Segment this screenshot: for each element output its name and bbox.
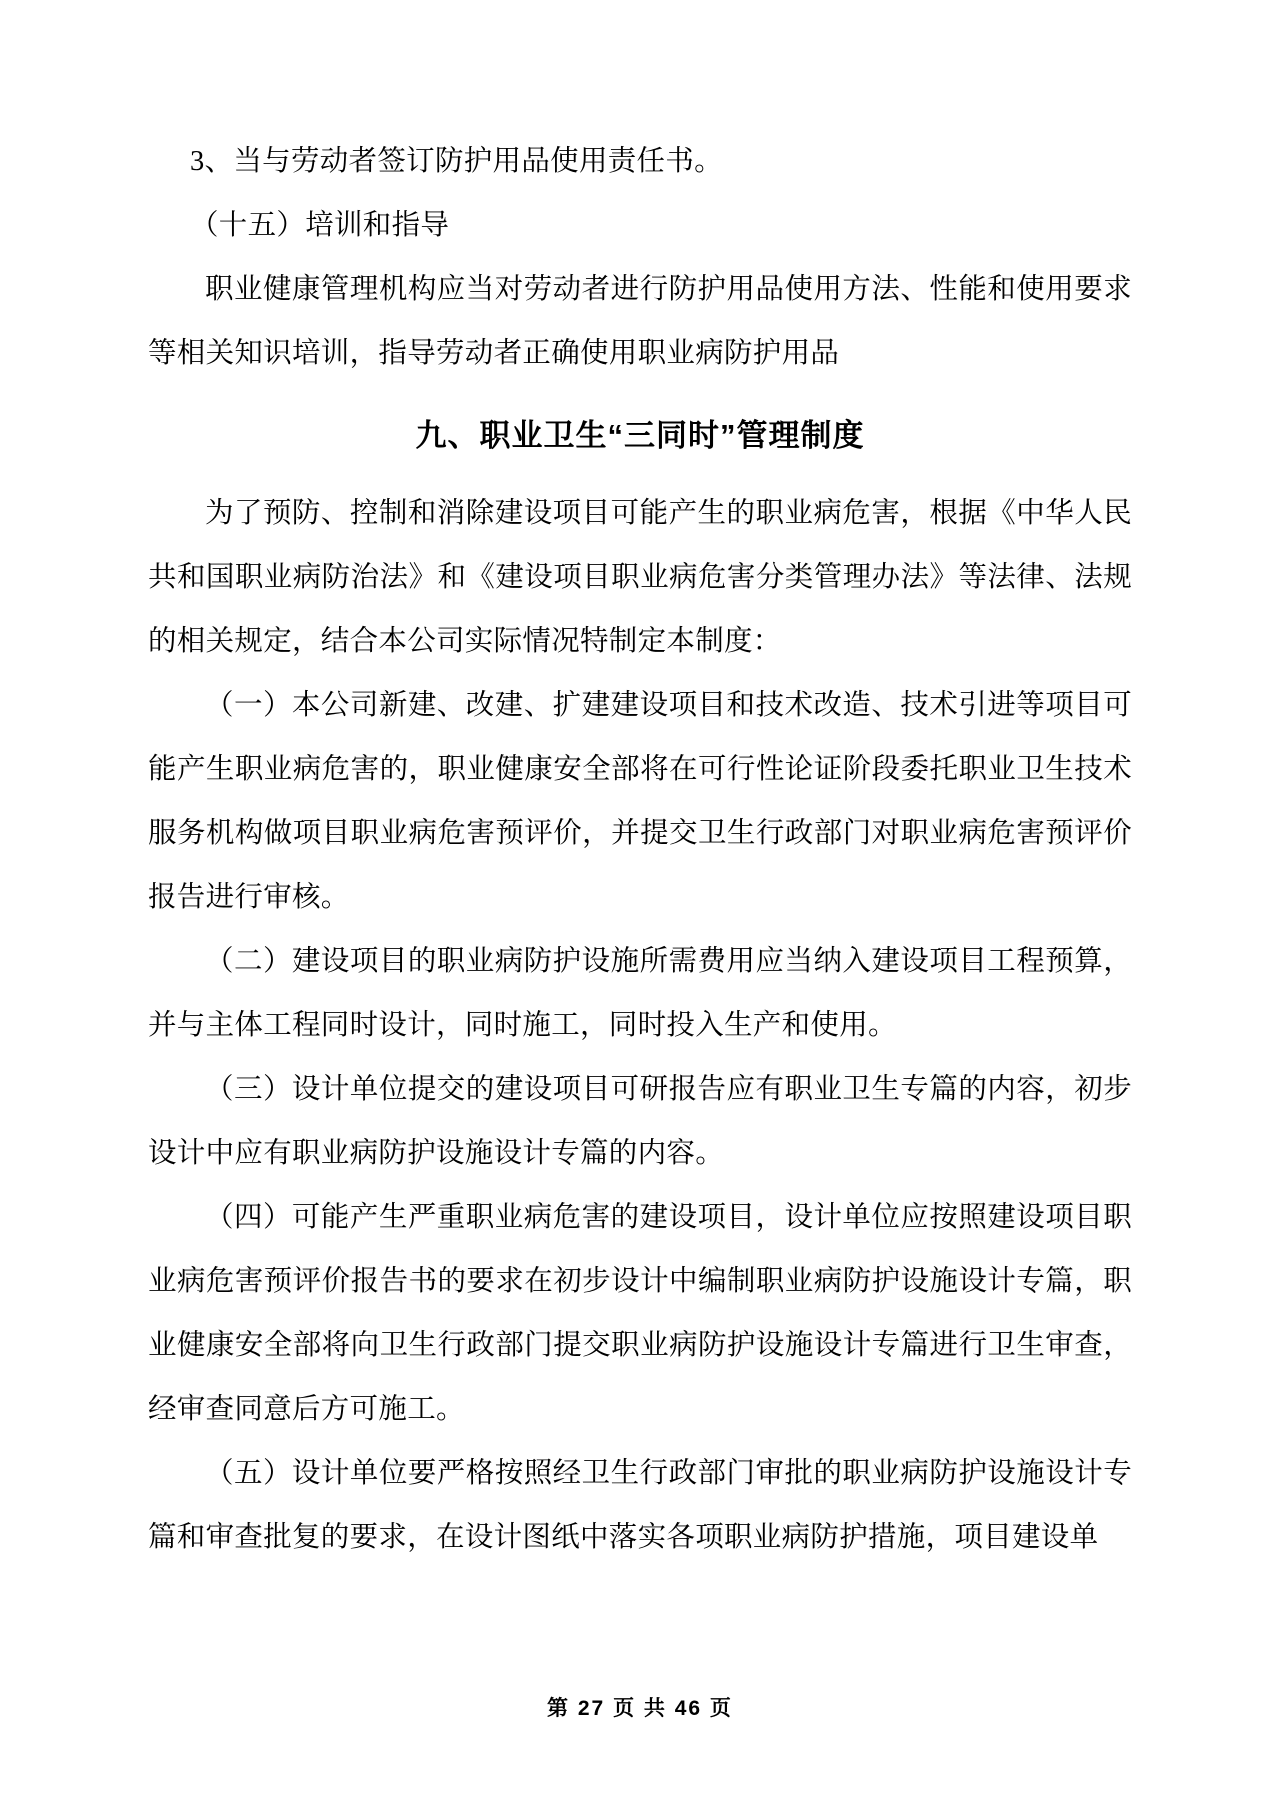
paragraph-clause-3: （三）设计单位提交的建设项目可研报告应有职业卫生专篇的内容，初步设计中应有职业病防护设施设计专篇的内容。: [148, 1074, 1132, 1169]
paragraph-purpose: 为了预防、控制和消除建设项目可能产生的职业病危害，根据《中华人民共和国职业病防治法》和《建设项目职业病危害分类管理办法》等法律、法规的相关规定，结合本公司实际情况特制定本制度：: [148, 498, 1132, 657]
page-footer: 第 27 页 共 46 页: [547, 1697, 733, 1720]
paragraph-clause-2: （二）建设项目的职业病防护设施所需费用应当纳入建设项目工程预算，并与主体工程同时设计，同时施工，同时投入生产和使用。: [148, 946, 1132, 1041]
paragraph-clause-1: （一）本公司新建、改建、扩建建设项目和技术改造、技术引进等项目可能产生职业病危害的，职业健康安全部将在可行性论证阶段委托职业卫生技术服务机构做项目职业病危害预评价，并提交卫生行政部门对职业病危害预评价报告进行审核。: [148, 690, 1132, 913]
paragraph-training-guidance: 职业健康管理机构应当对劳动者进行防护用品使用方法、性能和使用要求等相关知识培训，指导劳动者正确使用职业病防护用品: [148, 274, 1132, 369]
paragraph-clause-4: （四）可能产生严重职业病危害的建设项目，设计单位应按照建设项目职业病危害预评价报告书的要求在初步设计中编制职业病防护设施设计专篇，职业健康安全部将向卫生行政部门提交职业病防护设施设计专篇进行卫生审查，经审查同意后方可施工。: [148, 1202, 1132, 1425]
paragraph-item-3: 3、当与劳动者签订防护用品使用责任书。: [190, 146, 723, 177]
paragraph-clause-5: （五）设计单位要严格按照经卫生行政部门审批的职业病防护设施设计专篇和审查批复的要求，在设计图纸中落实各项职业病防护措施，项目建设单: [148, 1458, 1132, 1553]
section-heading: 九、职业卫生“三同时”管理制度: [415, 418, 865, 453]
paragraph-subsection-15: （十五）培训和指导: [190, 210, 450, 241]
